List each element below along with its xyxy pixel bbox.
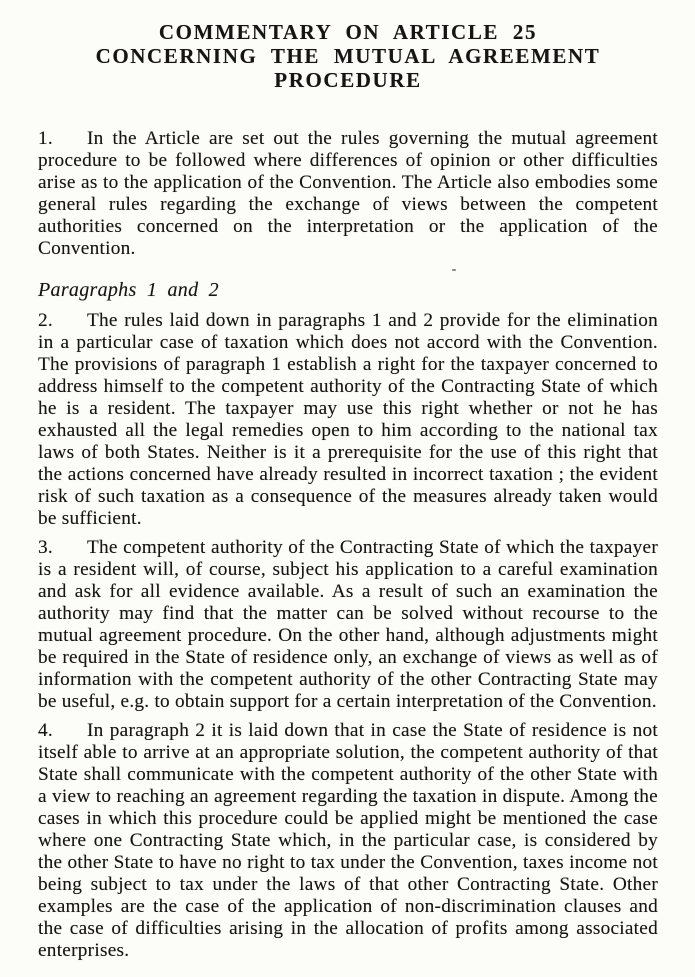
paragraph-4-number: 4.: [38, 720, 53, 741]
paragraph-3-number: 3.: [38, 537, 53, 558]
title-line-1: COMMENTARY ON ARTICLE 25: [158, 20, 538, 44]
title-line-2: CONCERNING THE MUTUAL AGREEMENT PROCEDURE: [95, 44, 601, 92]
paragraph-1-number: 1.: [38, 128, 53, 149]
paragraph-2-number: 2.: [38, 310, 53, 331]
scan-speck: [452, 269, 456, 271]
paragraph-2-text: The rules laid down in paragraphs 1 and 2 provide for the elimination in a particular case of taxation which does not accord with the Convention. The provisions of paragraph 1 establish a right for the taxpayer concerned to address himself to the competent authority of the Contracting State of which he is a resident. The taxpayer may use this right whether or not he has exhausted all the legal remedies open to him according to the national tax laws of both States. Neither is it a prerequisite for the use of this right that the actions concerned have already resulted in incorrect taxation ; the evident risk of such taxation as a consequence of the measures already taken would be sufficient.: [38, 310, 658, 529]
paragraph-3: [38, 537, 658, 713]
paragraph-2: [38, 310, 658, 530]
paragraph-3-text: The competent authority of the Contracting State of which the taxpayer is a resident will, of course, subject his application to a careful examination and ask for all evidence available. As a result of such an examination the authority may find that the matter can be solved without recourse to the mutual agreement procedure. On the other hand, although adjustments might be required in the State of residence only, an exchange of views as well as of information with the competent authority of the other Contracting State may be useful, e.g. to obtain support for a certain interpretation of the Convention.: [38, 537, 658, 712]
paragraph-1: [38, 128, 658, 260]
paragraph-4: [38, 720, 658, 962]
paragraph-4-text: In paragraph 2 it is laid down that in case the State of residence is not itself able to arrive at an appropriate solution, the competent authority of that State shall communicate with the competent authority of the other State with a view to reaching an agreement regarding the taxation in dispute. Among the cases in which this procedure could be applied might be mentioned the case where one Contracting State which, in the particular case, is considered by the other State to have no right to tax under the Convention, taxes income not being subject to tax under the laws of that other Contracting State. Other examples are the case of the application of non-discrimination clauses and the case of difficulties arising in the allocation of profits among associated enterprises.: [38, 720, 658, 961]
paragraph-1-text: In the Article are set out the rules governing the mutual agreement procedure to be followed where differences of opinion or other difficulties arise as to the application of the Convention. The Article also embodies some general rules regarding the exchange of views between the competent authorities concerned on the interpretation or the application of the Convention.: [38, 128, 658, 259]
page-title: [38, 20, 658, 92]
section-heading: Paragraphs 1 and 2: [38, 279, 219, 301]
